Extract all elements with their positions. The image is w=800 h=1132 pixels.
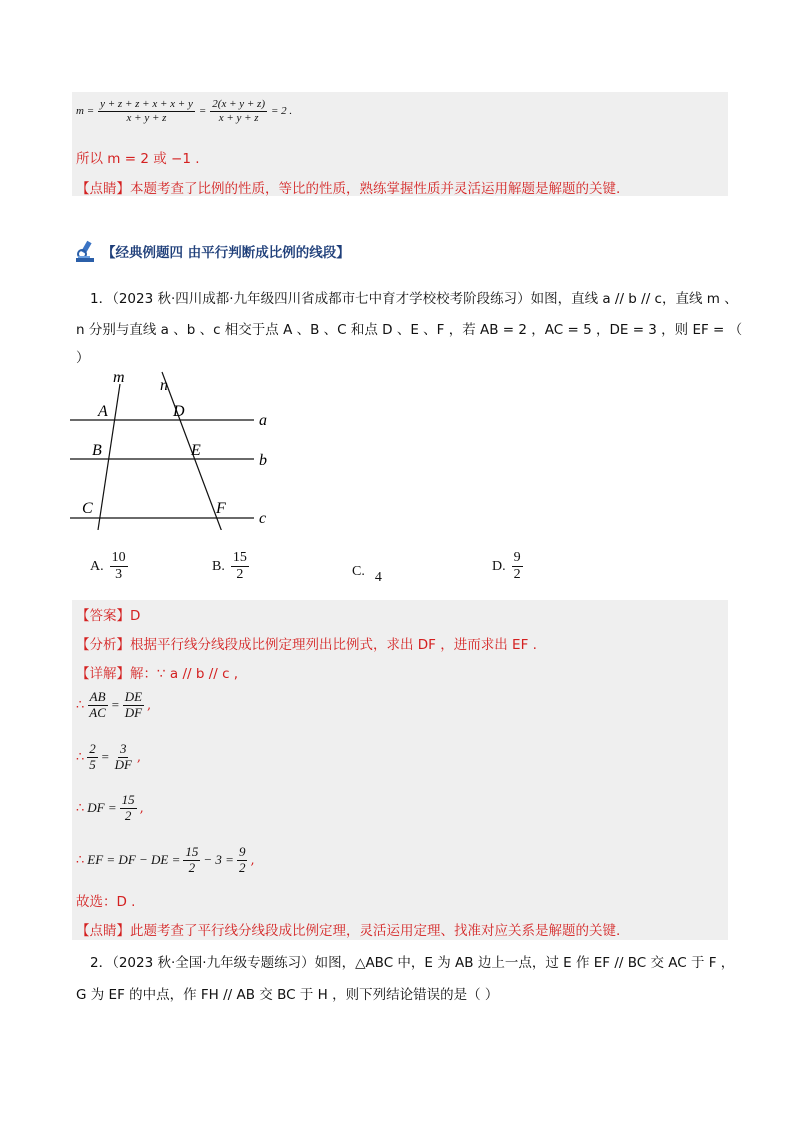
q1-text-line2: n 分别与直线 a 、b 、c 相交于点 A 、B 、C 和点 D 、E 、F ，若 AB = 2 ，AC = 5 ，DE = 3 ，则 EF = （ xyxy=(76,322,743,338)
step1-r-num: DE xyxy=(124,689,143,704)
fig-label-B: B xyxy=(92,442,102,459)
option-a-num: 10 xyxy=(110,550,128,567)
step3-therefore: ∴ xyxy=(76,800,85,816)
step3-right-frac xyxy=(120,793,137,824)
step2-tail: , xyxy=(136,749,142,765)
step4-mid-frac xyxy=(183,845,200,876)
analysis-text: 根据平行线分线段成比例定理列出比例式，求出 DF ，进而求出 EF . xyxy=(130,637,537,653)
step1-l-num: AB xyxy=(89,689,106,704)
fig-label-E: E xyxy=(191,442,201,459)
q1-comment-tag: 【点睛】 xyxy=(76,923,130,939)
fig-label-a: a xyxy=(259,412,267,429)
q1-step1 xyxy=(76,690,151,721)
step4-m-den: 2 xyxy=(188,859,196,875)
section-header xyxy=(72,238,350,264)
option-a[interactable] xyxy=(90,550,128,583)
microscope-icon xyxy=(72,238,98,264)
step3-tail: , xyxy=(139,800,144,816)
step4-therefore: ∴ xyxy=(76,852,85,868)
step3-r-num: 15 xyxy=(121,792,135,807)
eq-frac1-den: x + y + z xyxy=(126,111,167,124)
q1-answer xyxy=(76,604,140,624)
comment-tag: 【点睛】 xyxy=(76,181,130,197)
option-b-den: 2 xyxy=(236,567,244,583)
eq-equals: = xyxy=(198,105,207,118)
eq-prefix: m = xyxy=(76,105,95,118)
q2-text-line1: 2．（2023 秋·全国·九年级专题练习）如图，△ABC 中，E 为 AB 边上一点，过 E 作 EF // BC 交 AC 于 F ， xyxy=(90,955,735,971)
step2-right-frac xyxy=(113,742,134,773)
option-d-den: 2 xyxy=(513,567,521,583)
option-b-num: 15 xyxy=(231,550,249,567)
step4-r-num: 9 xyxy=(238,844,246,859)
fig-label-C: C xyxy=(82,500,93,517)
eq-frac2-num: 2(x + y + z) xyxy=(212,98,265,110)
parallel-lines-figure xyxy=(70,370,280,530)
step4-lhs: EF = DF − DE = xyxy=(87,852,181,868)
option-a-den: 3 xyxy=(115,567,123,583)
option-c[interactable] xyxy=(352,564,382,585)
eq-result: = 2 . xyxy=(271,105,293,118)
fig-label-A: A xyxy=(98,403,108,420)
option-b-label: B. xyxy=(212,558,225,574)
option-b-frac xyxy=(231,550,249,583)
option-a-frac xyxy=(110,550,128,583)
q1-choose: 故选：D . xyxy=(76,894,136,910)
q1-step3 xyxy=(76,793,144,824)
eq-frac1-num: y + z + z + x + x + y xyxy=(100,98,193,110)
comment-text: 本题考查了比例的性质，等比的性质，熟练掌握性质并灵活运用解题是解题的关键. xyxy=(130,181,621,197)
eq-frac2-den: x + y + z xyxy=(218,111,259,124)
q1-text-line3: ） xyxy=(76,350,90,366)
equation-m xyxy=(76,98,292,124)
fig-label-m: m xyxy=(113,370,125,386)
fig-label-b: b xyxy=(259,452,267,469)
q1-step4 xyxy=(76,845,255,876)
step1-tail: , xyxy=(147,697,152,713)
step4-tail: , xyxy=(250,852,255,868)
step2-eq: = xyxy=(100,749,110,765)
q1-comment xyxy=(76,919,620,939)
option-d-num: 9 xyxy=(512,550,523,567)
option-d-frac xyxy=(512,550,523,583)
q1-step2 xyxy=(76,742,141,773)
option-b[interactable] xyxy=(212,550,249,583)
step1-right-frac xyxy=(123,690,144,721)
step2-l-num: 2 xyxy=(89,741,96,756)
step1-r-den: DF xyxy=(124,704,143,720)
step4-right-frac xyxy=(237,845,248,876)
step2-left-frac xyxy=(87,742,98,773)
option-a-label: A. xyxy=(90,558,104,574)
q2-text-line2: G 为 EF 的中点，作 FH // AB 交 BC 于 H ，则下列结论错误的是（ ） xyxy=(76,987,499,1003)
eq-fraction-1 xyxy=(98,98,195,124)
step2-l-den: 5 xyxy=(89,756,96,772)
step4-m-num: 15 xyxy=(185,844,199,859)
step3-r-den: 2 xyxy=(124,807,132,823)
analysis-tag: 【分析】 xyxy=(76,637,130,653)
detail-tag: 【详解】 xyxy=(76,666,130,682)
answer-value: D xyxy=(130,608,141,624)
step1-left-frac xyxy=(87,690,108,721)
section-title: 【经典例题四 由平行判断成比例的线段】 xyxy=(102,245,350,261)
q1-detail xyxy=(76,662,238,682)
q1-comment-text: 此题考查了平行线分线段成比例定理，灵活运用定理、找准对应关系是解题的关键. xyxy=(130,923,621,939)
option-d[interactable] xyxy=(492,550,523,583)
eq-fraction-2 xyxy=(210,98,267,124)
option-c-value: 4 xyxy=(374,570,382,585)
step4-mid: − 3 = xyxy=(203,852,234,868)
so-line: 所以 m = 2 或 −1 . xyxy=(76,151,200,167)
step1-l-den: AC xyxy=(89,704,106,720)
step2-r-num: 3 xyxy=(119,741,127,756)
step1-eq: = xyxy=(110,697,120,713)
q1-figure xyxy=(70,370,280,530)
answer-tag: 【答案】 xyxy=(76,608,130,624)
fig-label-D: D xyxy=(173,403,185,420)
step4-r-den: 2 xyxy=(238,859,246,875)
option-c-label: C. xyxy=(352,564,365,579)
fig-label-n: n xyxy=(160,377,168,394)
step2-r-den: DF xyxy=(114,756,132,772)
top-comment xyxy=(76,177,620,197)
step3-lhs: DF = xyxy=(87,800,117,816)
q1-analysis xyxy=(76,633,537,653)
q1-text-line1: 1．（2023 秋·四川成都·九年级四川省成都市七中育才学校校考阶段练习）如图，直线 a // b // c，直线 m 、 xyxy=(90,291,738,307)
step1-therefore: ∴ xyxy=(76,697,85,713)
fig-label-c: c xyxy=(259,510,267,527)
step2-therefore: ∴ xyxy=(76,749,85,765)
detail-text: 解：∵ a // b // c , xyxy=(130,666,239,682)
fig-label-F: F xyxy=(216,500,226,517)
option-d-label: D. xyxy=(492,558,506,574)
q1-options xyxy=(90,550,590,594)
